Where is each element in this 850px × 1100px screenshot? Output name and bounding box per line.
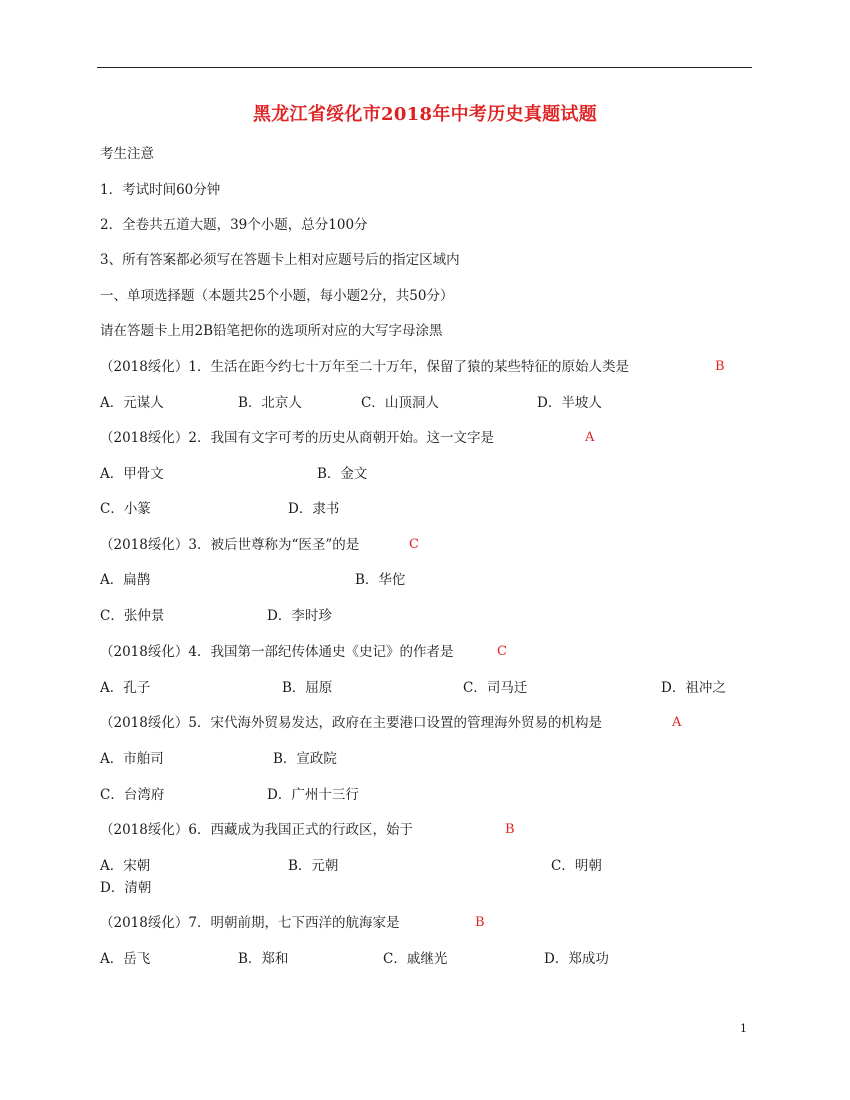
option: D．郑成功 [544,951,609,967]
option: C．明朝 [551,858,602,874]
answer-mark: A [672,715,682,730]
option: A．元谋人 [100,395,164,411]
answer-mark: C [497,644,507,659]
question-stem: （2018绥化）6．西藏成为我国正式的行政区，始于 [100,822,413,838]
option: D．广州十三行 [267,787,359,803]
option: D．清朝 [100,880,152,896]
page-title: 黑龙江省绥化市2018年中考历史真题试题 [252,104,598,125]
notice-item: 3、所有答案都必须写在答题卡上相对应题号后的指定区域内 [100,252,460,268]
option: B．金文 [317,466,368,482]
option: A．孔子 [100,680,151,696]
option: C．戚继光 [383,951,448,967]
answer-mark: A [585,430,595,445]
header-rule [97,67,752,68]
page-number: 1 [740,1022,747,1035]
question-stem: （2018绥化）5．宋代海外贸易发达，政府在主要港口设置的管理海外贸易的机构是 [100,715,602,731]
option: D．李时珍 [267,608,332,624]
answer-mark: B [505,822,515,837]
option: A．岳飞 [100,951,151,967]
section-instruction: 请在答题卡上用2B铅笔把你的选项所对应的大写字母涂黑 [100,323,443,339]
option: C．小篆 [100,501,151,517]
option: B．北京人 [238,395,302,411]
section-heading: 一、单项选择题（本题共25个小题，每小题2分，共50分） [100,288,454,304]
notice-heading: 考生注意 [100,146,154,162]
question-stem: （2018绥化）7．明朝前期，七下西洋的航海家是 [100,915,400,931]
option: D．隶书 [288,501,340,517]
notice-item: 1．考试时间60分钟 [100,182,221,198]
option: C．司马迁 [463,680,528,696]
option: B．郑和 [238,951,289,967]
answer-mark: B [715,359,725,374]
option: B．华佗 [355,572,406,588]
answer-mark: B [475,915,485,930]
option: B．宣政院 [273,751,337,767]
option: B．屈原 [282,680,333,696]
option: A．市舶司 [100,751,164,767]
answer-mark: C [409,537,419,552]
question-stem: （2018绥化）4．我国第一部纪传体通史《史记》的作者是 [100,644,454,660]
question-stem: （2018绥化）2．我国有文字可考的历史从商朝开始。这一文字是 [100,430,494,446]
question-stem: （2018绥化）3．被后世尊称为“医圣”的是 [100,537,360,553]
option: A．甲骨文 [100,466,164,482]
option: A．宋朝 [100,858,151,874]
option: B．元朝 [288,858,339,874]
option: D．半坡人 [537,395,602,411]
option: C．张仲景 [100,608,165,624]
option: C．山顶洞人 [361,395,439,411]
notice-item: 2．全卷共五道大题，39个小题，总分100分 [100,217,368,233]
option: D．祖冲之 [661,680,726,696]
option: C．台湾府 [100,787,165,803]
question-stem: （2018绥化）1．生活在距今约七十万年至二十万年，保留了猿的某些特征的原始人类是 [100,359,629,375]
option: A．扁鹊 [100,572,151,588]
